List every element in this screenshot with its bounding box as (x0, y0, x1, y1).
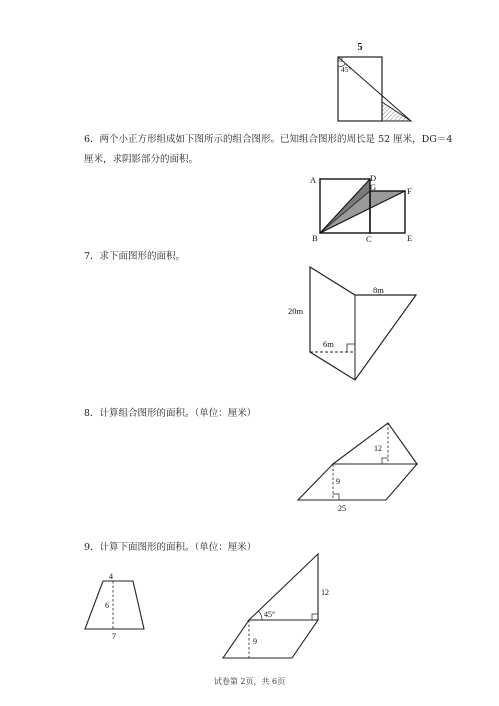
label-45deg: 45° (264, 610, 276, 619)
label-25: 25 (338, 504, 346, 513)
figure-combo-45deg (220, 550, 340, 660)
question-9-text: 9．计算下面图形的面积。（单位：厘米） (84, 542, 257, 553)
label-6: 6 (105, 601, 109, 610)
top-label-5: 5 (357, 42, 363, 53)
figure-rectangle-45deg (330, 40, 420, 130)
question-6-line1: 6．两个小正方形组成如下图所示的组合图形。已知组合图形的周长是 52 厘米，DG＝4 (84, 134, 453, 145)
label-C: C (366, 234, 372, 244)
question-6-line2: 厘米，求阴影部分的面积。 (84, 154, 199, 165)
angle-label-45: 45° (341, 65, 352, 74)
label-E: E (407, 233, 413, 243)
question-8-text: 8．计算组合图形的面积。（单位：厘米） (84, 408, 257, 419)
label-7: 7 (112, 632, 116, 641)
label-4: 4 (109, 572, 113, 581)
label-12: 12 (374, 444, 382, 453)
label-9: 9 (336, 477, 340, 486)
page-footer: 试卷第 2页，共 6页 (213, 677, 286, 686)
label-12-side: 12 (321, 588, 329, 597)
question-7-text: 7．求下面图形的面积。 (84, 251, 186, 262)
label-6m: 6m (323, 339, 334, 349)
label-D: D (370, 173, 377, 183)
label-9-height: 9 (253, 637, 257, 646)
figure-two-squares (300, 170, 425, 245)
label-A: A (310, 175, 317, 185)
figure-parallelogram-triangle (290, 420, 460, 520)
label-20m: 20m (288, 306, 304, 316)
label-B: B (312, 233, 318, 243)
label-F: F (407, 186, 412, 196)
label-G: G (370, 182, 377, 192)
label-8m: 8m (373, 285, 384, 295)
figure-trapezoid-area (280, 262, 430, 392)
figure-trapezoid-4-6-7 (80, 568, 160, 643)
